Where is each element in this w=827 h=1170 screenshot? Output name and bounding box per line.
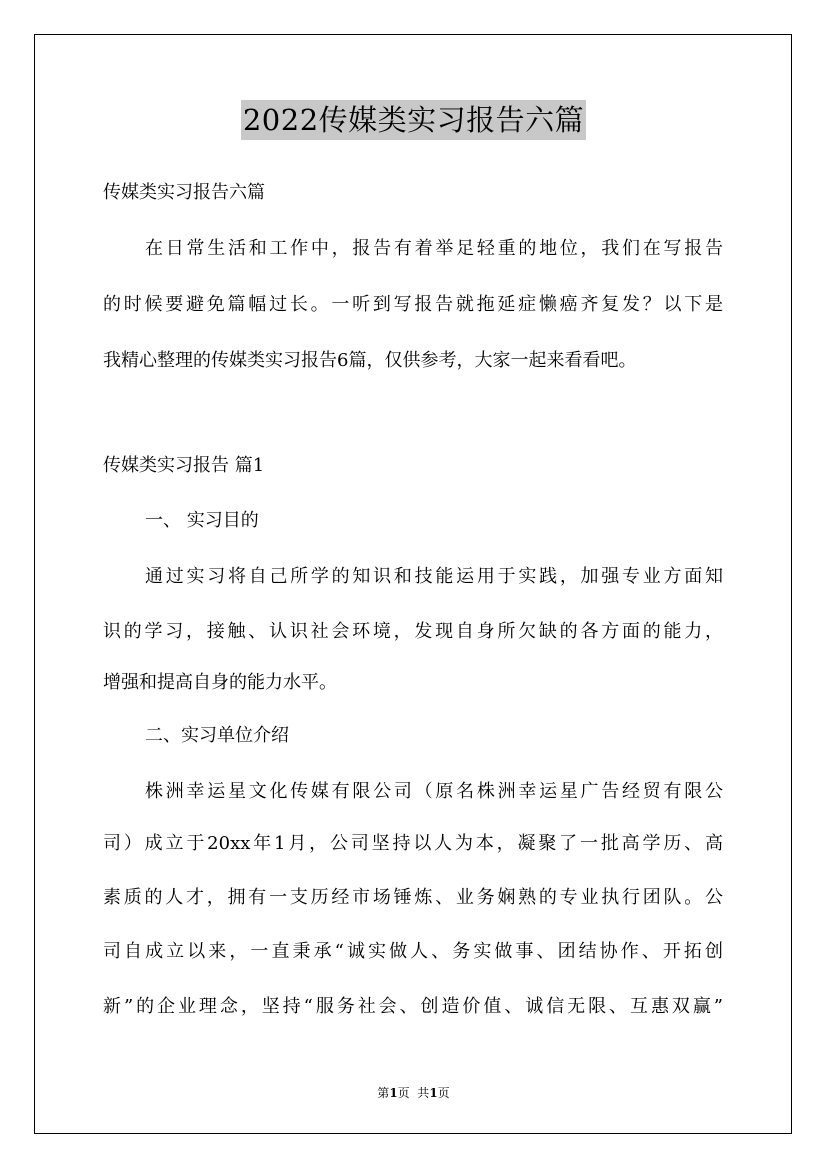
part2-line-1: 株洲幸运星文化传媒有限公司（原名株洲幸运星广告经贸有限公 bbox=[145, 781, 723, 802]
footer-page-mid: 页 共 bbox=[397, 1086, 430, 1100]
footer-page-total: 1 bbox=[429, 1086, 438, 1100]
intro-line-1: 在日常生活和工作中，报告有着举足轻重的地位，我们在写报告 bbox=[145, 238, 723, 259]
intro-line-3: 我精心整理的传媒类实习报告6篇，仅供参考，大家一起来看看吧。 bbox=[103, 350, 637, 371]
part2-line-5: 新”的企业理念，坚持“服务社会、创造价值、诚信无限、互惠双赢” bbox=[103, 996, 723, 1017]
footer-page-suffix: 页 bbox=[437, 1086, 450, 1100]
part2-line-2: 司）成立于20xx年1月，公司坚持以人为本，凝聚了一批高学历、高 bbox=[103, 833, 724, 854]
part1-heading: 一、 实习目的 bbox=[145, 510, 259, 531]
part2-line-4: 司自成立以来，一直秉承“诚实做人、务实做事、团结协作、开拓创 bbox=[103, 941, 723, 962]
part1-line-1: 通过实习将自己所学的知识和技能运用于实践，加强专业方面知 bbox=[145, 566, 723, 587]
part2-line-3: 素质的人才，拥有一支历经市场锤炼、业务娴熟的专业执行团队。公 bbox=[103, 887, 723, 908]
section-heading: 传媒类实习报告 篇1 bbox=[103, 455, 265, 476]
part1-line-3: 增强和提高自身的能力水平。 bbox=[103, 672, 337, 693]
page-footer bbox=[0, 1086, 827, 1100]
footer-page-current: 1 bbox=[389, 1086, 398, 1100]
document-title: 2022传媒类实习报告六篇 bbox=[241, 100, 586, 140]
footer-page-prefix: 第 bbox=[377, 1086, 390, 1100]
part2-heading: 二、实习单位介绍 bbox=[145, 725, 289, 746]
title-container bbox=[0, 100, 827, 140]
intro-line-2: 的时候要避免篇幅过长。一听到写报告就拖延症懒癌齐复发？以下是 bbox=[103, 294, 723, 315]
document-subtitle: 传媒类实习报告六篇 bbox=[103, 182, 265, 203]
part1-line-2: 识的学习，接触、认识社会环境，发现自身所欠缺的各方面的能力， bbox=[103, 621, 723, 642]
